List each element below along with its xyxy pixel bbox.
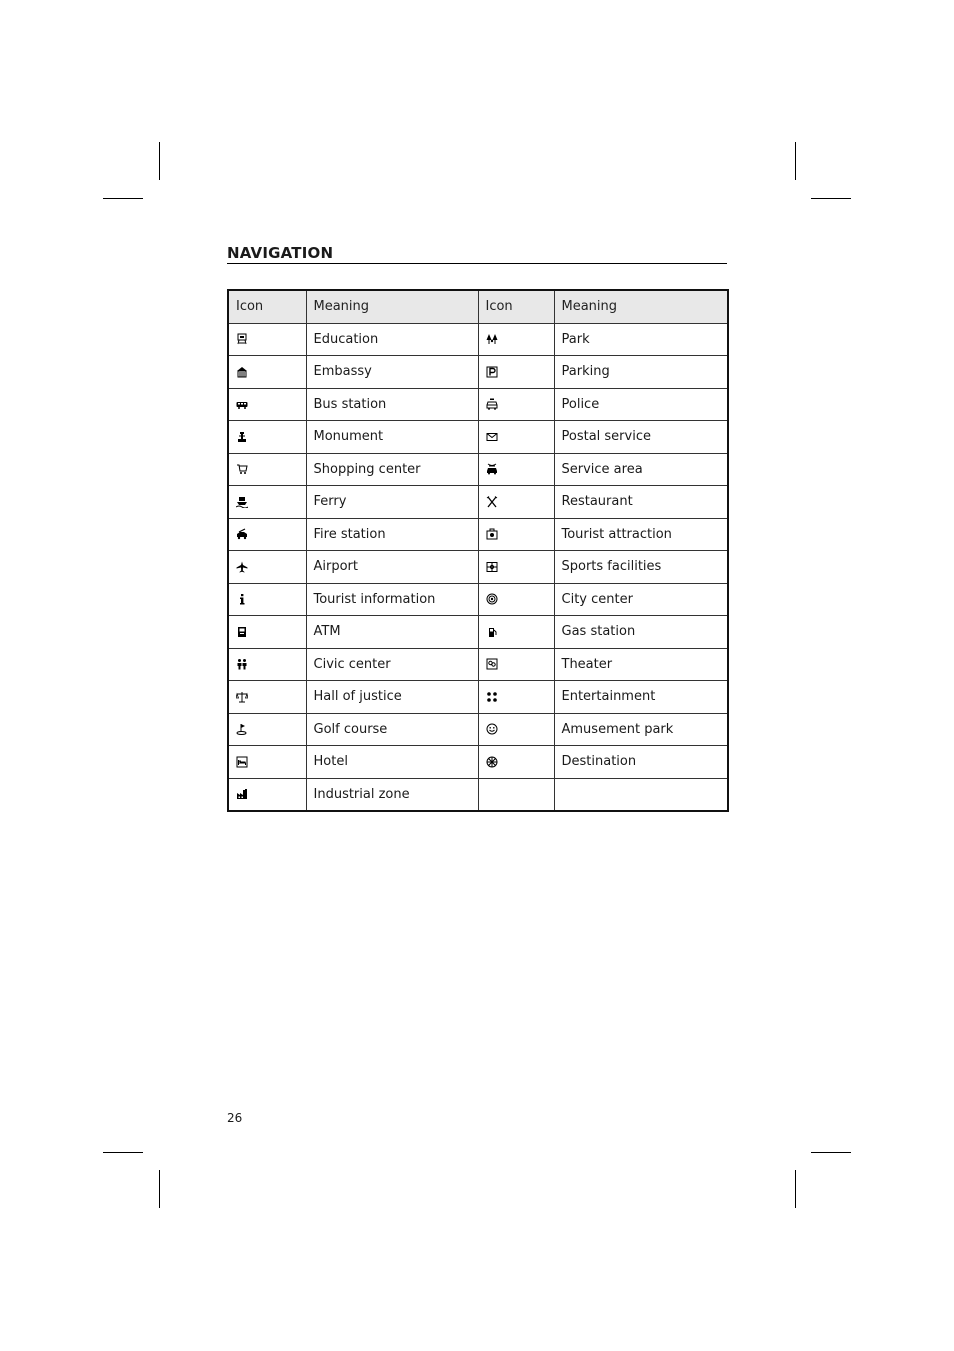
icon-cell [228,356,306,389]
table-row [228,778,728,811]
icon-cell [478,681,554,714]
police-icon [486,398,498,410]
shopping-center-icon [236,463,248,475]
restaurant-icon [486,496,498,508]
tourist-attraction-icon [486,528,498,540]
crop-mark-top-right-vertical [795,142,796,180]
industrial-zone-icon [236,788,248,800]
section-title-rule [227,263,727,264]
icon-cell [478,388,554,421]
icon-cell [228,551,306,584]
icon-cell [228,681,306,714]
table-row [228,356,728,389]
icon-meaning-table [227,289,729,812]
crop-mark-bottom-right-horizontal [811,1152,851,1153]
column-header-icon: Icon [478,290,554,323]
golf-course-icon [236,723,248,735]
crop-mark-bottom-left-vertical [159,1170,160,1208]
meaning-cell [554,778,728,811]
meaning-cell: Postal service [554,421,728,454]
meaning-cell: Sports facilities [554,551,728,584]
icon-cell [478,616,554,649]
tourist-information-icon [236,593,248,605]
table-row [228,421,728,454]
hotel-icon [236,756,248,768]
service-area-icon [486,463,498,475]
table-row [228,648,728,681]
meaning-cell: ATM [306,616,478,649]
meaning-cell: Industrial zone [306,778,478,811]
column-header-meaning: Meaning [554,290,728,323]
crop-mark-top-left-vertical [159,142,160,180]
monument-icon [236,431,248,443]
table-header-row [228,290,728,323]
meaning-cell: Airport [306,551,478,584]
icon-cell [478,356,554,389]
meaning-cell: Destination [554,746,728,779]
icon-cell [228,388,306,421]
column-header-meaning: Meaning [306,290,478,323]
fire-station-icon [236,528,248,540]
icon-cell [228,421,306,454]
meaning-cell: Bus station [306,388,478,421]
icon-cell [228,616,306,649]
hall-of-justice-icon [236,691,248,703]
icon-cell [478,421,554,454]
meaning-cell: Hall of justice [306,681,478,714]
table-row [228,453,728,486]
crop-mark-top-left-horizontal [103,198,143,199]
table-row [228,681,728,714]
meaning-cell: Park [554,323,728,356]
ferry-icon [236,496,248,508]
table-row [228,486,728,519]
table-row [228,323,728,356]
meaning-cell: Tourist attraction [554,518,728,551]
icon-cell [478,453,554,486]
icon-cell [478,583,554,616]
meaning-cell: Parking [554,356,728,389]
crop-mark-bottom-left-horizontal [103,1152,143,1153]
table-row [228,583,728,616]
section-title: NAVIGATION [227,244,334,262]
table-row [228,616,728,649]
meaning-cell: Amusement park [554,713,728,746]
bus-station-icon [236,398,248,410]
icon-cell [478,746,554,779]
table-row [228,551,728,584]
icon-cell [228,453,306,486]
meaning-cell: Embassy [306,356,478,389]
meaning-cell: Fire station [306,518,478,551]
meaning-cell: Education [306,323,478,356]
city-center-icon [486,593,498,605]
airport-icon [236,561,248,573]
meaning-cell: Hotel [306,746,478,779]
icon-cell [478,518,554,551]
meaning-cell: Restaurant [554,486,728,519]
table-row [228,518,728,551]
meaning-cell: Theater [554,648,728,681]
icon-cell [478,778,554,811]
meaning-cell: Gas station [554,616,728,649]
park-icon [486,333,498,345]
embassy-icon [236,366,248,378]
civic-center-icon [236,658,248,670]
icon-cell [228,778,306,811]
education-icon [236,333,248,345]
parking-icon [486,366,498,378]
icon-cell [228,648,306,681]
postal-service-icon [486,431,498,443]
icon-cell [228,518,306,551]
amusement-park-icon [486,723,498,735]
icon-cell [228,486,306,519]
meaning-cell: Police [554,388,728,421]
entertainment-icon [486,691,498,703]
table-row [228,713,728,746]
meaning-cell: Service area [554,453,728,486]
meaning-cell: Tourist information [306,583,478,616]
sports-facilities-icon [486,561,498,573]
icon-cell [478,551,554,584]
crop-mark-bottom-right-vertical [795,1170,796,1208]
page-number: 26 [227,1111,243,1125]
icon-cell [478,648,554,681]
icon-cell [478,486,554,519]
icon-cell [228,583,306,616]
icon-cell [478,323,554,356]
meaning-cell: City center [554,583,728,616]
table-body [228,323,728,811]
table-row [228,746,728,779]
meaning-cell: Civic center [306,648,478,681]
meaning-cell: Entertainment [554,681,728,714]
icon-cell [478,713,554,746]
gas-station-icon [486,626,498,638]
theater-icon [486,658,498,670]
meaning-cell: Ferry [306,486,478,519]
icon-cell [228,746,306,779]
meaning-cell: Shopping center [306,453,478,486]
column-header-icon: Icon [228,290,306,323]
icon-cell [228,713,306,746]
meaning-cell: Golf course [306,713,478,746]
meaning-cell: Monument [306,421,478,454]
crop-mark-top-right-horizontal [811,198,851,199]
icon-cell [228,323,306,356]
table-row [228,388,728,421]
atm-icon [236,626,248,638]
destination-icon [486,756,498,768]
